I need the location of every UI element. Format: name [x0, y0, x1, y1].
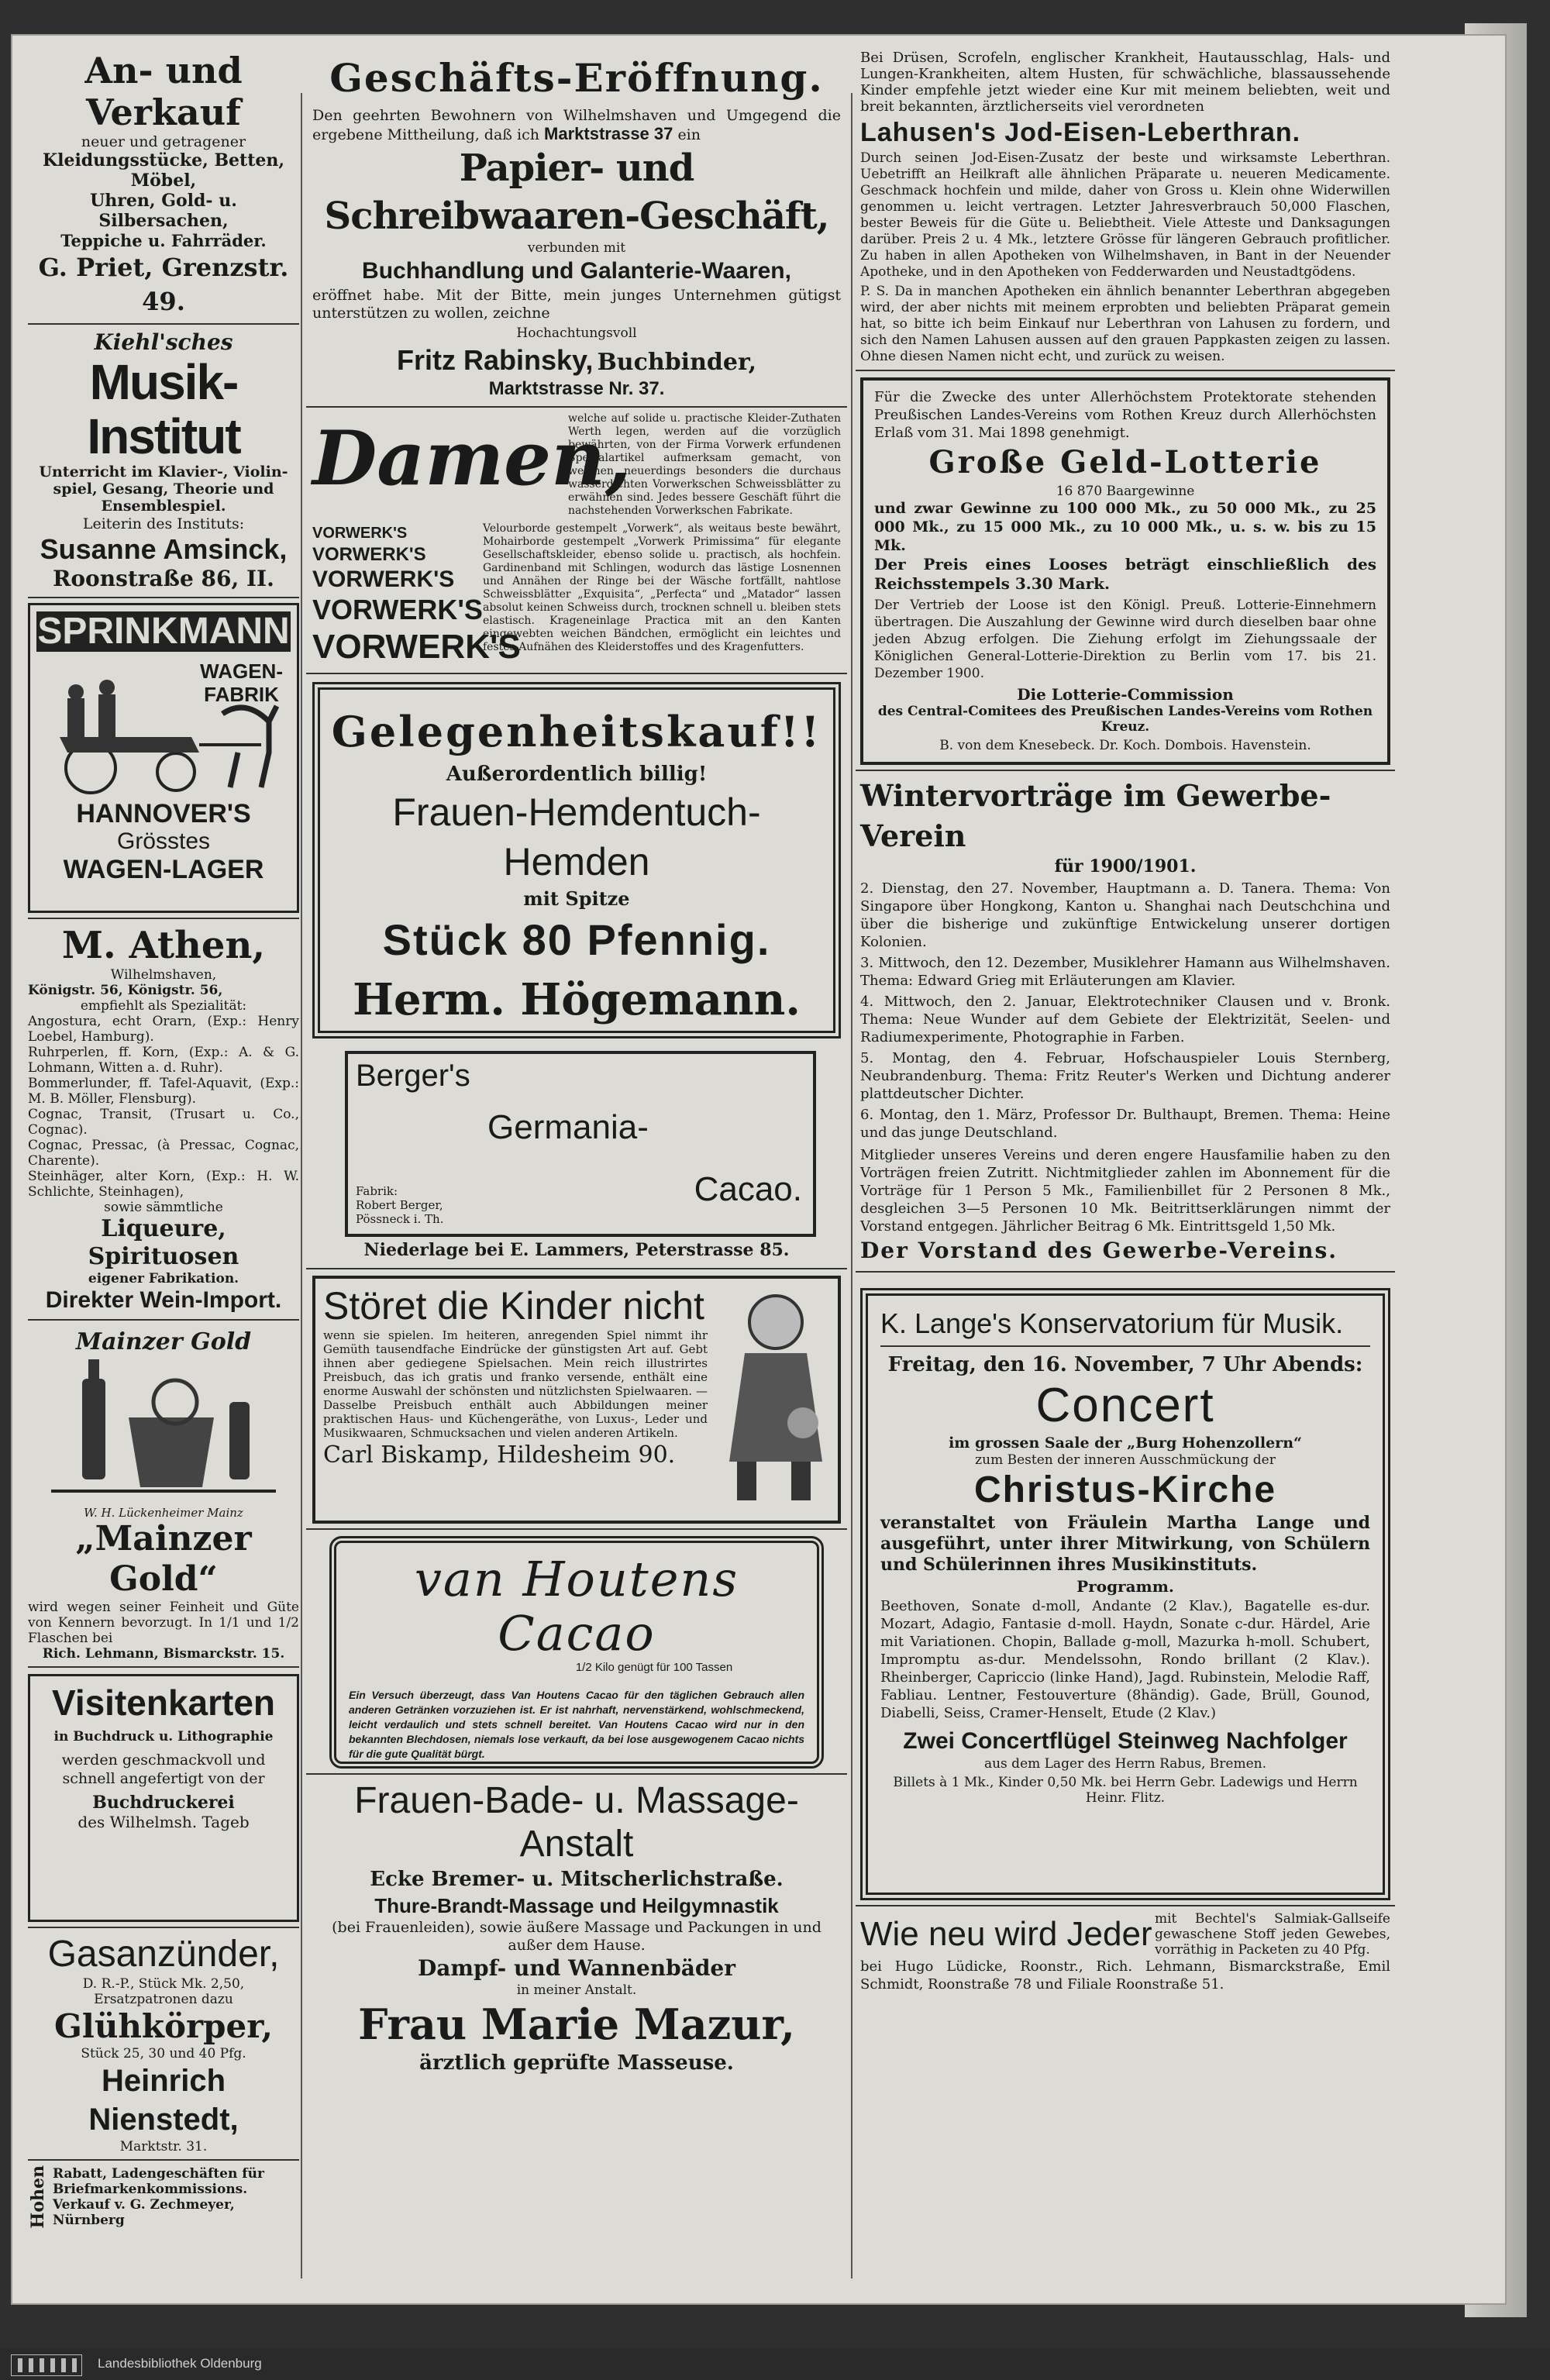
ad-text: Zwei Concertflügel Steinweg Nachfolger: [903, 1728, 1348, 1754]
ad-text: Dampf- und Wannenbäder: [418, 1955, 735, 1981]
ad-title: Berger's: [356, 1059, 470, 1093]
footer-bar: [0, 2348, 1550, 2380]
ad-maker: W. H. Lückenheimer Mainz: [84, 1506, 243, 1520]
ad-gasanzuender: [28, 1933, 299, 2154]
divider: [28, 918, 299, 919]
ad-job: Buchbinder,: [597, 349, 757, 376]
divider: [306, 1268, 847, 1269]
ad-text: veranstaltet von Fräulein Martha Lange und ausgeführt, unter ihrer Mitwirkung, von Schülern und Schülerinnen ihres Musikinstituts.: [880, 1513, 1370, 1575]
column-left: [28, 50, 299, 2228]
ad-title: K. Lange's Konservatorium für Musik.: [880, 1307, 1344, 1339]
ad-text: wenn sie spielen. Im heiteren, anregenden Spiel nimmt ihr Gemüth tausendfache Eindrücke der günstigsten Art auf. Gebt ihnen aber gediegene Spielsachen. Mein reich illustrirtes Preisbuch, das ich gratis und franko versende, enthält eine enorme Auswahl der schönsten und nützlichsten Spielwaaren. — Dasselbe Preisbuch enthält auch Abbildungen meiner praktischen Haus- und Küchengeräthe, von Luxus-, Leder und Musikwaaren, Schmucksachen und vielen anderen Artikeln.: [323, 1328, 708, 1440]
divider: [856, 370, 1395, 371]
ad-text: mit Bechtel's Salmiak-Gallseife gewaschene Stoff jeden Gewebes, vorräthig in Packeten zu 40 Pfg.: [1155, 1911, 1390, 1958]
divider: [880, 1345, 1370, 1347]
ad-title: Lahusen's Jod-Eisen-Leberthran.: [860, 118, 1301, 147]
ad-text: spiel, Gesang, Theorie und: [53, 480, 274, 498]
divider: [28, 1927, 299, 1928]
ad-text: werden geschmackvoll und schnell angefertigt von der: [61, 1751, 266, 1787]
ad-big: Concert: [1035, 1379, 1215, 1432]
column-rule: [301, 93, 302, 2278]
ad-big: Papier- und Schreibwaaren-Geschäft,: [324, 146, 829, 238]
ad-title: Gelegenheitskauf!!: [331, 707, 822, 756]
ad-text: und zwar Gewinne zu 100 000 Mk., zu 50 000 Mk., zu 25 000 Mk., zu 15 000 Mk., zu 10 000 Mk., u. s. w. bis zu 15 Mk.: [874, 500, 1376, 554]
lecture-item: 6. Montag, den 1. März, Professor Dr. Bulthaupt, Bremen. Thema: Heine und das junge Deutschland.: [860, 1107, 1390, 1141]
ad-text: Bommerlunder, ff. Tafel-Aquavit, (Exp.: M. B. Möller, Flensburg).: [28, 1076, 299, 1107]
ad-title: „Mainzer Gold“: [75, 1519, 252, 1599]
divider: [856, 1271, 1395, 1273]
ad-church: Christus-Kirche: [973, 1469, 1277, 1510]
library-name: Landesbibliothek Oldenburg: [98, 2356, 262, 2371]
divider: [856, 770, 1395, 771]
ad-year: für 1900/1901.: [1054, 856, 1197, 877]
ad-text: zum Besten der inneren Ausschmückung der: [975, 1452, 1276, 1468]
ad-text: Leiterin des Instituts:: [82, 515, 245, 532]
divider: [306, 1773, 847, 1775]
ad-title: Visitenkarten: [51, 1683, 276, 1723]
ad-title: Glühkörper,: [54, 2007, 273, 2045]
ad-name: Fritz Rabinsky,: [396, 344, 594, 376]
ad-text: Rich. Lehmann, Bismarckstr. 15.: [42, 1646, 285, 1662]
ad-word: Hohen: [28, 2165, 48, 2229]
ad-title: van Houtens Cacao: [414, 1551, 739, 1662]
ad-name: Susanne Amsinck,: [40, 533, 288, 565]
ad-gelegenheitskauf: [312, 682, 841, 1038]
ad-sub: 1/2 Kilo genügt für 100 Tassen: [575, 1661, 733, 1674]
ad-text: Die Lotterie-Commission: [1017, 685, 1234, 704]
ad-text: Direkter Wein-Import.: [45, 1287, 282, 1313]
ad-text: Für die Zwecke des unter Allerhöchstem Protektorate stehenden Preußischen Landes-Vereins vom Rothen Kreuz durch Allerhöchsten Erlaß vom 31. Mai 1898 genehmigt.: [874, 389, 1376, 441]
ad-text: bei Hugo Lüdicke, Roonstr., Rich. Lehmann, Bismarckstraße, Emil Schmidt, Roonstraße 78 und Filiale Roonstraße 51.: [860, 1958, 1390, 1993]
ad-text: neuer und getragener: [81, 133, 246, 150]
ad-text: eigener Fabrikation.: [88, 1271, 239, 1286]
ad-wintervortraege: [856, 776, 1395, 1266]
ad-label: Mainzer Gold: [75, 1328, 252, 1355]
ad-text: D. R.-P., Stück Mk. 2,50,: [82, 1976, 245, 1992]
ad-text: empfiehlt als Spezialität:: [80, 998, 247, 1014]
ad-an-und-verkauf: [28, 50, 299, 319]
ad-mainzer-gold: [28, 1325, 299, 1662]
ad-massage-anstalt: [306, 1779, 847, 2075]
ad-athen: [28, 924, 299, 1314]
ad-text: Ruhrperlen, ff. Korn, (Exp.: A. & G. Lohmann, Witten a. d. Ruhr).: [28, 1045, 299, 1076]
ad-visitenkarten: [28, 1674, 299, 1922]
ad-name: Heinrich Nienstedt,: [88, 2064, 239, 2137]
ad-text: Pössneck i. Th.: [356, 1212, 444, 1226]
ad-name: Carl Biskamp, Hildesheim 90.: [323, 1441, 676, 1469]
ad-text: im grossen Saale der „Burg Hohenzollern“: [949, 1435, 1302, 1452]
ad-text: Thure-Brandt-Massage und Heilgymnastik: [374, 1894, 779, 1917]
vorwerk-label: VORWERK'S: [312, 525, 408, 542]
ad-sign: Der Vorstand des Gewerbe-Vereins.: [860, 1238, 1338, 1263]
ad-text: des Central-Comitees des Preußischen Landes-Vereins vom Rothen Kreuz.: [877, 704, 1373, 735]
library-logo-icon: [11, 2354, 82, 2376]
ad-text: Den geehrten Bewohnern von Wilhelmshaven und Umgegend die ergebene Mittheilung, daß ich: [312, 107, 841, 143]
ad-text: Ensemblespiel.: [101, 498, 226, 515]
ad-biskamp: [312, 1276, 841, 1524]
carriage-icon: [36, 652, 284, 799]
divider: [306, 1528, 847, 1530]
ad-text: Briefmarkenkommissions.: [53, 2181, 248, 2197]
column-right: [856, 50, 1395, 1993]
ad-text: Bei Drüsen, Scrofeln, englischer Krankheit, Hautausschlag, Hals- und Lungen-Krankheiten, altem Husten, für schwächliche, blassaussehende Kinder empfehle jetzt wieder eine Kur mit meinem beliebten, weit und breit bekannten, ärztlicherseits viel verordneten: [860, 50, 1390, 115]
lecture-item: 4. Mittwoch, den 2. Januar, Elektrotechniker Clausen und v. Bronk. Thema: Neue Wunder auf dem Gebiete der Elektrizität, Seelen- und Radiumexperimente, Photographie in Farben.: [860, 994, 1390, 1045]
ad-text: WAGEN-LAGER: [63, 855, 264, 884]
ad-street: Marktstrasse 37: [544, 124, 673, 143]
ad-title: Frauen-Bade- u. Massage-Anstalt: [354, 1780, 799, 1865]
divider: [856, 1905, 1395, 1906]
ad-title: Germania-: [487, 1108, 649, 1146]
ad-date: Freitag, den 16. November, 7 Uhr Abends:: [887, 1353, 1363, 1376]
ad-text: aus dem Lager des Herrn Rabus, Bremen.: [983, 1756, 1267, 1772]
lecture-item: 2. Dienstag, den 27. November, Hauptmann a. D. Tanera. Thema: Von Singapore über Hongkong, Kanton u. Shanghai nach Deutschchina und über die bisherige und zukünftige Entwickelung unserer dortigen Kolonien.: [860, 880, 1390, 950]
divider: [28, 1666, 299, 1668]
ad-text: Billets à 1 Mk., Kinder 0,50 Mk. bei Herrn Gebr. Ladewigs und Herrn Heinr. Flitz.: [893, 1775, 1358, 1806]
ad-text: B. von dem Knesebeck. Dr. Koch. Dombois. Havenstein.: [939, 738, 1311, 753]
ad-text: Ein Versuch überzeugt, dass Van Houtens Cacao für den täglichen Gebrauch allen anderen Getränken vorzuziehen ist. Er ist nahrhaft, nervenstärkend, wohlschmeckend, leicht verdaulich und stets schnell bereitet. Van Houtens Cacao wird nur in den bekannten Blechdosen, niemals lose verkauft, da bei lose ausgewogenem Cacao nichts für die gute Qualität bürgt.: [349, 1689, 804, 1760]
ad-text: 16 870 Baargewinne: [1056, 484, 1195, 499]
divider: [306, 673, 847, 674]
ad-konservatorium: [860, 1288, 1390, 1900]
ad-text: eröffnet habe. Mit der Bitte, mein junges Unternehmen gütigst unterstützen zu wollen, zeichne: [312, 287, 841, 322]
column-middle: [306, 50, 847, 2075]
ad-text: Mitglieder unseres Vereins und deren engere Hausfamilie haben zu den Vorträgen freien Zutritt. Nichtmitglieder zahlen im Abonnement für die Vorträge für 1 Person 5 Mk., Familienbillet für 2 Personen 8 Mk., desgleichen 3—5 Personen 10 Mk. Beitrittserklärungen nimmt der Vorstand entgegen. Jährlicher Beitrag 6 Mk. Eintrittsgeld 1,50 Mk.: [860, 1147, 1390, 1235]
ad-text: Kleidungsstücke, Betten, Möbel,: [42, 150, 285, 191]
bottle-illustration: [28, 1325, 299, 1519]
ad-text: verbunden mit: [527, 240, 626, 256]
ad-text: (bei Frauenleiden), sowie äußere Massage und Packungen in und außer dem Hause.: [332, 1919, 822, 1954]
ad-name: Herm. Högemann.: [353, 974, 801, 1025]
ad-text: Hochachtungsvoll: [516, 325, 637, 341]
ad-text: Außerordentlich billig!: [446, 763, 708, 786]
ad-title: Musik-Institut: [87, 354, 240, 464]
ad-text: Verkauf v. G. Zechmeyer, Nürnberg: [53, 2196, 235, 2228]
bottle-icon: [36, 1355, 291, 1503]
lecture-item: 3. Mittwoch, den 12. Dezember, Musiklehrer Hamann aus Wilhelmshaven. Thema: Edward Grieg mit Erläuterungen am Klavier.: [860, 955, 1390, 989]
ad-pre: Kiehl'sches: [94, 329, 233, 355]
ad-berger-cacao: [345, 1051, 816, 1237]
program-list: Beethoven, Sonate d-moll, Andante (2 Klav.), Bagatelle es-dur. Mozart, Adagio, Fantasie d-moll. Haydn, Sonate c-dur. Härdel, Arie mit Variationen. Chopin, Ballade g-moll, Mazurka h-moll. Schubert, Impromptu as-dur. Mendelssohn, Rondo brillant (2 Klav.). Rheinberger, Capriccio (linke Hand), Jagd. Rubinstein, Melodie Raff, Fabliau. Lentner, Festouverture (8händig). Gade, Brüll, Gounod, Diabelli, Seiss, Cramer-Henselt, Etude (2 Klav.): [880, 1598, 1370, 1721]
ad-lahusen: [856, 50, 1395, 365]
ad-title: Cacao.: [694, 1170, 802, 1208]
ad-text: Frauen-Hemdentuch-Hemden: [392, 790, 761, 883]
ad-text: Programm.: [1076, 1577, 1174, 1596]
ad-niederlage: Niederlage bei E. Lammers, Peterstrasse 85.: [363, 1240, 790, 1260]
ad-text: in Buchdruck u. Lithographie: [53, 1729, 274, 1745]
ad-text: Stück 25, 30 und 40 Pfg.: [81, 2046, 246, 2061]
divider: [28, 323, 299, 325]
ad-title: Damen,: [312, 415, 632, 502]
ad-text: Grösstes: [116, 828, 211, 854]
ad-text: HANNOVER'S: [76, 799, 251, 828]
ad-text: Ersatzpatronen dazu: [94, 1992, 233, 2007]
ad-address: Marktstrasse Nr. 37.: [488, 378, 665, 399]
ad-text: Königstr. 56, Königstr. 56,: [28, 983, 223, 998]
ad-text: Steinhäger, alter Korn, (Exp.: H. W. Schlichte, Steinhagen),: [28, 1169, 299, 1200]
ad-text: Ecke Bremer- u. Mitscherlichstraße.: [370, 1868, 784, 1891]
ad-text: Buchhandlung und Galanterie-Waaren,: [362, 258, 791, 284]
vorwerk-label: VORWERK'S: [312, 544, 426, 565]
ad-salmiak-seife: [856, 1911, 1395, 1993]
ad-text: Durch seinen Jod-Eisen-Zusatz der beste und wirksamste Leberthran. Uebetrifft an Heilkraft alle ähnlichen Präparate u. neueren Medicamente. Geschmack hochfein und milde, daher von Gross u. Klein ohne Widerwillen genommen u. leicht vertragen. Letzter Jahresverbrauch 50,000 Flaschen, bester Beweis für die Güte u. Beliebtheit. Viele Atteste und Danksagungen darüber. Preis 2 u. 4 Mk., letztere Grösse für längeren Gebrauch profitlicher. Zu haben in allen Apotheken von Wilhelmshaven, in Bant in der Neuender Apotheke, und in den Apotheken von Fedderwarden und Neustadtgödens.: [860, 150, 1390, 280]
carriage-illustration: [36, 652, 291, 799]
ad-sub: WAGEN-: [200, 660, 283, 683]
ad-text: Cognac, Transit, (Trusart u. Co., Cognac).: [28, 1107, 299, 1138]
ad-title: Geschäfts-Eröffnung.: [329, 55, 824, 101]
ad-text: sowie sämmtliche: [104, 1200, 223, 1215]
ad-text: Velourborde gestempelt „Vorwerk“, als weitaus beste bewährt, Mohairborde gestempelt „Vorwerk Primissima“ für elegante Gesellschaftskleider, ebenso solide u. practisch, als hochfein. Gardinenband mit Schlingen, wodurch das lästige Losnennen und Annähen der Ringe bei der Wäsche fortfällt, nahtlose Schweissblätter „Exquisita“, „Perfecta“ und „Matador“ lassen absolut keinen Schweiss durch, trocknen schnell u. bleiben stets elastisch. Krageneinlage Practica mit an den Kanten eingewebten weichen Bändchen, ermöglicht ein leichtes und festes Aufnähen des Kleiderstoffes und des Kragenfutters.: [483, 522, 841, 653]
ad-title: M. Athen,: [61, 924, 266, 967]
divider: [28, 1319, 299, 1321]
ad-name: Frau Marie Mazur,: [358, 1999, 795, 2049]
ad-text: Teppiche u. Fahrräder.: [60, 231, 267, 250]
ad-price: Stück 80 Pfennig.: [382, 915, 771, 964]
vorwerk-label: VORWERK'S: [312, 567, 455, 592]
ad-text: Unterricht im Klavier-, Violin-: [39, 463, 288, 480]
ad-text: wird wegen seiner Feinheit und Güte von Kennern bevorzugt. In 1/1 und 1/2 Flaschen bei: [28, 1600, 299, 1646]
ad-geld-lotterie: [860, 377, 1390, 765]
ad-sprinkmann: [28, 603, 299, 913]
ad-title: Wie neu wird Jeder: [860, 1915, 1152, 1953]
ad-text: Cognac, Pressac, (à Pressac, Cognac, Charente).: [28, 1138, 299, 1169]
ad-text: Fabrik:: [356, 1184, 398, 1198]
ad-text: P. S. Da in manchen Apotheken ein ähnlich benannter Leberthran abgegeben wird, der aber nichts mit meinem erprobten und beliebten Präparat gemein hat, so bitte ich beim Einkauf nur Leberthran von Lahusen zu fordern, und sich den Namen Lahusen aussen auf den grauen Pappkasten zeigen zu lassen. Ohne diesen Namen nicht echt, und zurück zu weisen.: [860, 284, 1390, 364]
vorwerk-label: VORWERK'S: [312, 628, 521, 666]
ad-text: mit Spitze: [523, 887, 630, 910]
ad-text: Rabatt, Ladengeschäften für: [53, 2165, 264, 2182]
lecture-item: 5. Montag, den 4. Februar, Hofschauspieler Louis Sternberg, Neubrandenburg. Thema: Fritz Reuter's Werken und Dichtung anderer plattdeutscher Dichter.: [860, 1050, 1390, 1102]
ad-text: Der Vertrieb der Loose ist den Königl. Preuß. Lotterie-Einnehmern übertragen. Die Auszahlung der Gewinne wird durch dieselben baar ohne jeden Abzug erfolgen. Die Ziehung erfolgt im Ziehungssaale der Königlichen General-Lotterie-Direktion zu Berlin vom 17. bis 21. Dezember 1900.: [874, 598, 1376, 681]
ad-title: Große Geld-Lotterie: [928, 444, 1322, 480]
ad-sub: FABRIK: [204, 683, 279, 706]
ad-text: Angostura, echt Orarn, (Exp.: Henry Loebel, Hamburg).: [28, 1014, 299, 1045]
column-rule: [851, 93, 852, 2278]
ad-text: Robert Berger,: [356, 1198, 443, 1212]
child-doll-icon: [714, 1283, 830, 1516]
divider: [28, 597, 299, 598]
ad-text: Uhren, Gold- u. Silbersachen,: [90, 191, 237, 231]
divider: [306, 406, 847, 408]
ad-address: Marktstr. 31.: [119, 2139, 208, 2154]
ad-text: welche auf solide u. practische Kleider-Zuthaten Werth legen, werden auf die vorzüglich bewährten, von der Firma Vorwerk erfundenen Specialartikel aufmerksam gemacht, von welchen neuerdings besonders die durchaus wasserdichten Vorwerkschen Schweissblätter zu erwähnen sind. Jedes bessere Geschäft führt die nachstehenden Vorwerkschen Fabrikate.: [568, 412, 841, 517]
ad-text: ärztlich geprüfte Masseuse.: [419, 2051, 734, 2075]
divider: [28, 2159, 299, 2161]
ad-geschaefts-eroeffnung: [306, 50, 847, 401]
ad-musik-institut: [28, 329, 299, 592]
ad-title: SPRINKMANN: [37, 611, 290, 652]
ad-text: Buchdruckerei: [92, 1793, 235, 1813]
vorwerk-label: VORWERK'S: [312, 594, 483, 625]
ad-van-houten: [329, 1536, 824, 1769]
ad-text: Wilhelmshaven,: [110, 967, 217, 983]
ad-title: Störet die Kinder nicht: [323, 1284, 704, 1328]
ad-title: Gasanzünder,: [47, 1934, 280, 1975]
ad-contact: G. Priet, Grenzstr. 49.: [38, 253, 289, 316]
ad-text: in meiner Anstalt.: [516, 1982, 637, 1998]
ad-text: ein: [677, 126, 701, 143]
ad-text: des Wilhelmsh. Tageb: [78, 1813, 250, 1831]
ad-vorwerk: [306, 412, 847, 668]
ad-address: Roonstraße 86, II.: [53, 566, 274, 591]
ad-title: An- und Verkauf: [84, 50, 243, 133]
ad-text: Der Preis eines Looses beträgt einschließlich des Reichsstempels 3.30 Mark.: [874, 555, 1376, 593]
ad-hohen-rabatt: [28, 2165, 299, 2228]
ad-text: Liqueure, Spirituosen: [88, 1215, 239, 1270]
ad-title: Wintervorträge im Gewerbe-Verein: [860, 778, 1331, 853]
